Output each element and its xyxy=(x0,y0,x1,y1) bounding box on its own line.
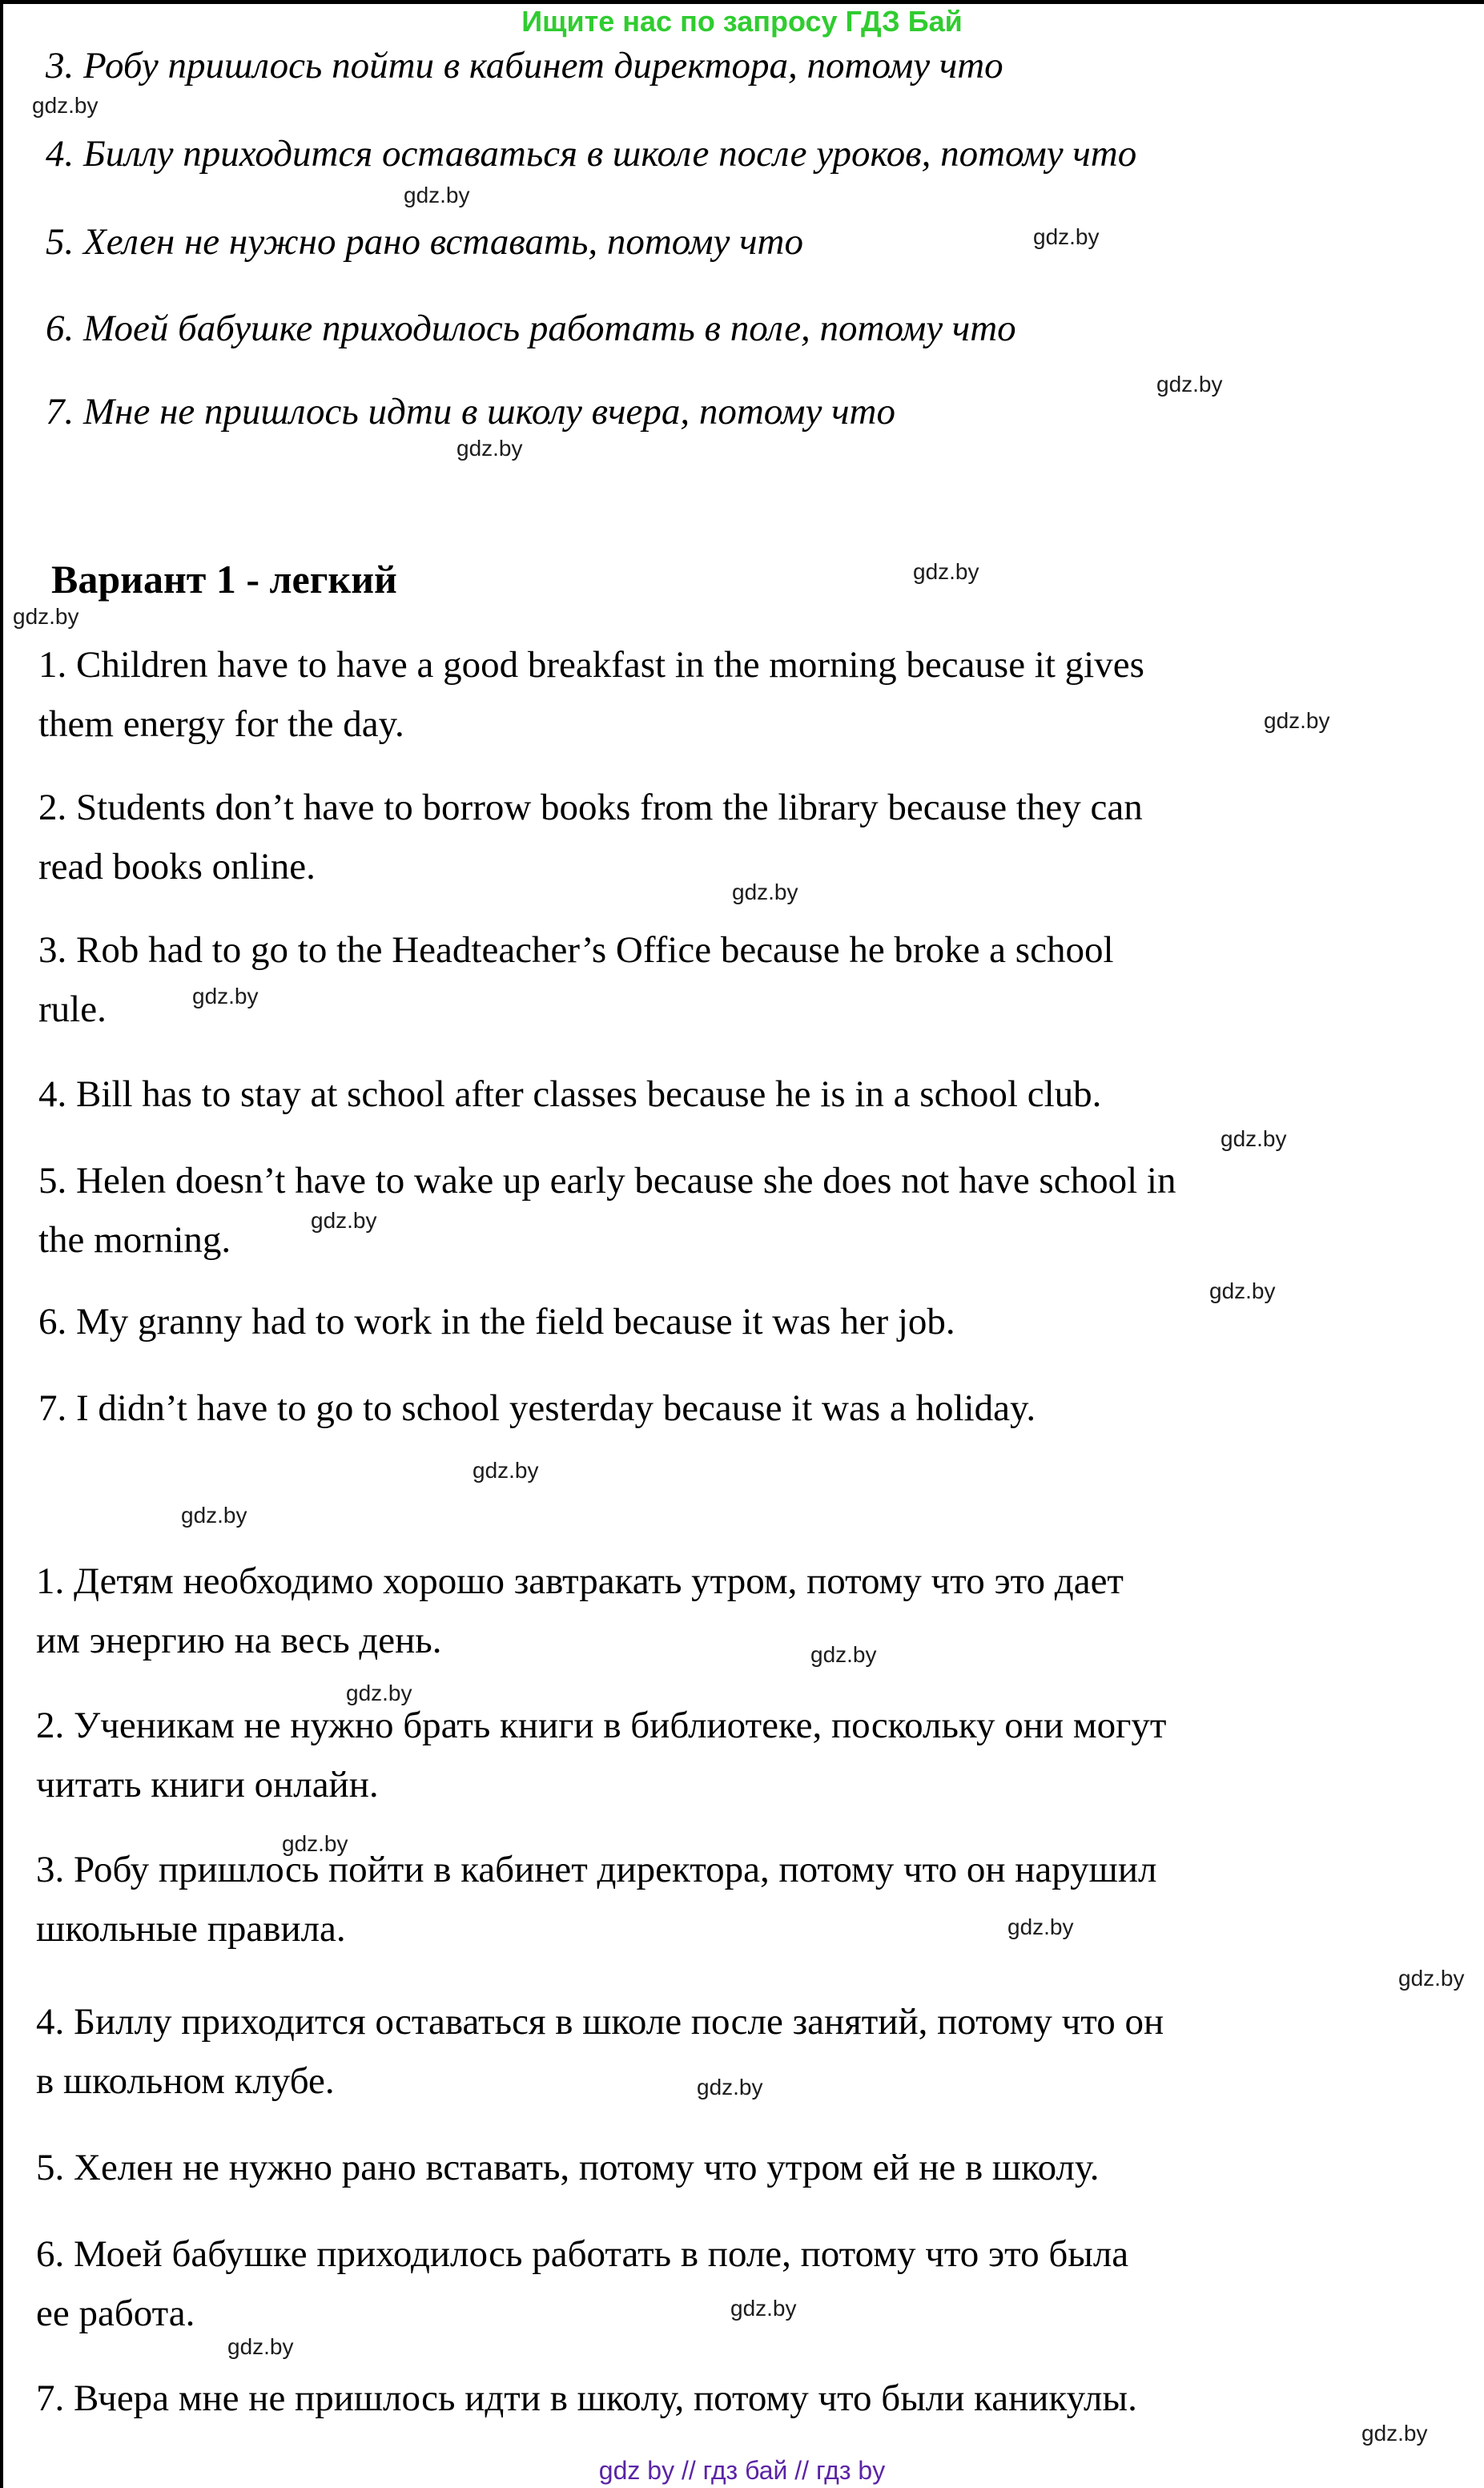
answer-line: 4. Bill has to stay at school after classes because he is in a school club. xyxy=(38,1073,1102,1115)
gdz-watermark: gdz.by xyxy=(282,1831,348,1856)
answer-line: 1. Детям необходимо хорошо завтракать утром, потому что это дает xyxy=(36,1560,1124,1602)
gdz-watermark: gdz.by xyxy=(32,93,99,118)
answer-line: the morning. xyxy=(38,1219,231,1261)
answer-line: 4. Биллу приходится оставаться в школе после занятий, потому что он xyxy=(36,2001,1164,2043)
gdz-watermark: gdz.by xyxy=(456,436,523,461)
gdz-watermark: gdz.by xyxy=(913,559,979,584)
gdz-watermark: gdz.by xyxy=(311,1208,377,1233)
answer-line: читать книги онлайн. xyxy=(36,1764,379,1806)
task-line-italic: 6. Моей бабушке приходилось работать в поле, потому что xyxy=(46,308,1016,349)
answer-line: школьные правила. xyxy=(36,1908,346,1950)
task-line-italic: 4. Биллу приходится оставаться в школе после уроков, потому что xyxy=(46,133,1137,175)
task-line-italic: 7. Мне не пришлось идти в школу вчера, потому что xyxy=(46,391,895,433)
answer-line: 7. I didn’t have to go to school yesterday because it was a holiday. xyxy=(38,1387,1036,1429)
gdz-watermark: gdz.by xyxy=(810,1642,877,1667)
gdz-watermark: gdz.by xyxy=(227,2334,294,2359)
answer-line: 7. Вчера мне не пришлось идти в школу, потому что были каникулы. xyxy=(36,2377,1137,2419)
header-search-note: Ищите нас по запросу ГДЗ Бай xyxy=(521,5,963,38)
gdz-watermark: gdz.by xyxy=(730,2296,797,2321)
gdz-watermark: gdz.by xyxy=(404,183,470,207)
answer-line: 2. Students don’t have to borrow books from the library because they can xyxy=(38,787,1143,828)
answer-line: rule. xyxy=(38,988,107,1030)
gdz-watermark: gdz.by xyxy=(1264,708,1330,733)
gdz-watermark: gdz.by xyxy=(1221,1126,1287,1151)
gdz-watermark: gdz.by xyxy=(1361,2421,1428,2446)
answer-line: them energy for the day. xyxy=(38,703,404,745)
gdz-watermark: gdz.by xyxy=(13,604,79,629)
footer-site-note: gdz by // гдз бай // гдз by xyxy=(598,2456,886,2485)
scan-edge-top xyxy=(0,0,1484,4)
answer-line: 5. Хелен не нужно рано вставать, потому что утром ей не в школу. xyxy=(36,2147,1100,2188)
gdz-watermark: gdz.by xyxy=(732,880,798,904)
gdz-watermark: gdz.by xyxy=(181,1503,247,1528)
task-line-italic: 5. Хелен не нужно рано вставать, потому что xyxy=(46,221,803,263)
answer-line: read books online. xyxy=(38,846,316,888)
answer-line: им энергию на весь день. xyxy=(36,1620,442,1661)
scan-edge-left xyxy=(0,0,3,2488)
answer-line: 6. Моей бабушке приходилось работать в поле, потому что это была xyxy=(36,2233,1129,2275)
task-line-italic: 3. Робу пришлось пойти в кабинет директора, потому что xyxy=(46,45,1003,87)
answer-line: 6. My granny had to work in the field because it was her job. xyxy=(38,1301,955,1343)
gdz-watermark: gdz.by xyxy=(473,1458,539,1483)
answer-line: 5. Helen doesn’t have to wake up early because she does not have school in xyxy=(38,1160,1176,1202)
gdz-watermark: gdz.by xyxy=(1156,372,1223,397)
answer-line: 2. Ученикам не нужно брать книги в библиотеке, поскольку они могут xyxy=(36,1705,1167,1746)
answer-line: ее работа. xyxy=(36,2293,195,2334)
gdz-watermark: gdz.by xyxy=(1209,1278,1276,1303)
gdz-watermark: gdz.by xyxy=(1033,224,1100,249)
gdz-watermark: gdz.by xyxy=(346,1681,412,1705)
variant-heading: Вариант 1 - легкий xyxy=(51,557,397,602)
gdz-watermark: gdz.by xyxy=(1398,1966,1465,1991)
gdz-watermark: gdz.by xyxy=(697,2075,763,2100)
gdz-watermark: gdz.by xyxy=(1007,1914,1074,1939)
answer-line: в школьном клубе. xyxy=(36,2060,335,2102)
answer-line: 3. Rob had to go to the Headteacher’s Office because he broke a school xyxy=(38,929,1114,971)
gdz-watermark: gdz.by xyxy=(192,984,259,1008)
answer-line: 3. Робу пришлось пойти в кабинет директора, потому что он нарушил xyxy=(36,1849,1157,1890)
answer-line: 1. Children have to have a good breakfast in the morning because it gives xyxy=(38,644,1144,686)
